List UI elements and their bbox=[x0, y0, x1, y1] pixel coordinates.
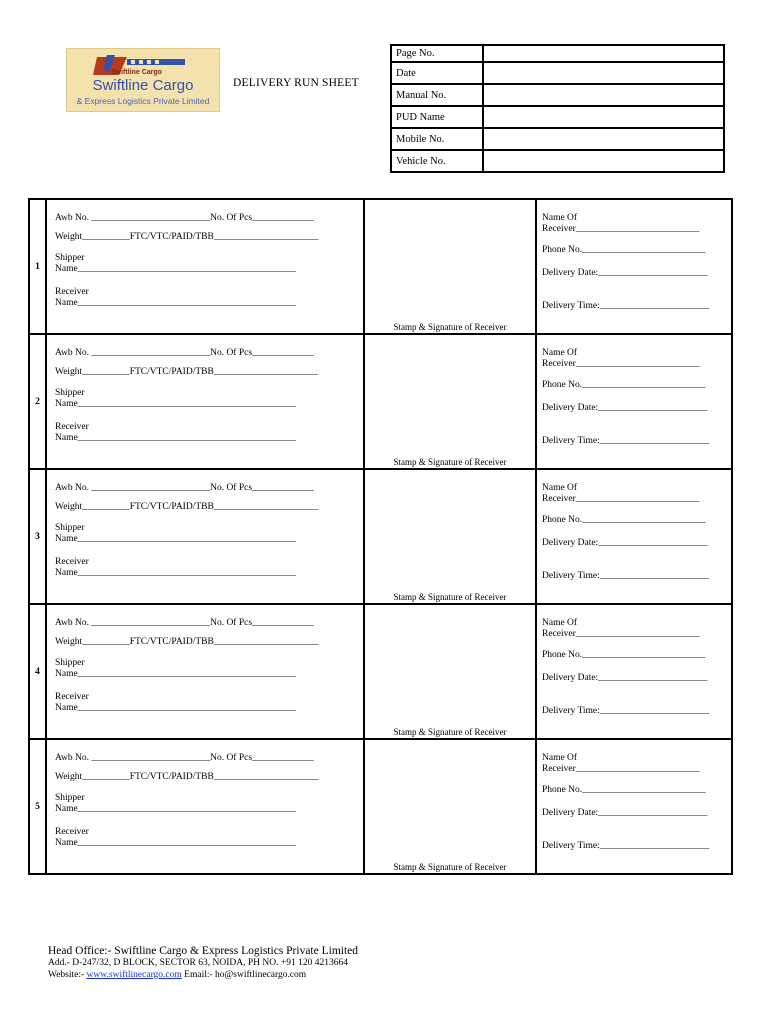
receiver-line: Receiver__________________________ bbox=[542, 764, 700, 774]
entry-number: 2 bbox=[29, 334, 46, 469]
delivery-date-line: Delivery Date:_______________________ bbox=[542, 673, 708, 683]
delivery-entries-table bbox=[28, 198, 733, 875]
stamp-signature-box[interactable] bbox=[364, 604, 536, 739]
receiver-label: Receiver bbox=[55, 692, 89, 702]
contact-line bbox=[48, 969, 358, 981]
name-of-label: Name Of bbox=[542, 618, 578, 628]
shipment-details[interactable] bbox=[46, 604, 364, 739]
info-label: PUD Name bbox=[391, 106, 483, 128]
shipper-name-line: Name______________________________________________ bbox=[55, 534, 297, 544]
stamp-signature-box[interactable] bbox=[364, 199, 536, 334]
stamp-label: Stamp & Signature of Receiver bbox=[393, 322, 507, 332]
receiver-details[interactable] bbox=[536, 199, 732, 334]
info-row bbox=[391, 106, 724, 128]
entry-number: 5 bbox=[29, 739, 46, 874]
weight-payment-line: Weight__________FTC/VTC/PAID/TBB______________________ bbox=[55, 637, 319, 647]
weight-payment-line: Weight__________FTC/VTC/PAID/TBB______________________ bbox=[55, 772, 319, 782]
receiver-label: Receiver bbox=[55, 557, 89, 567]
shipment-details[interactable] bbox=[46, 469, 364, 604]
receiver-name-line: Name______________________________________________ bbox=[55, 568, 297, 578]
stamp-label: Stamp & Signature of Receiver bbox=[393, 727, 507, 737]
shipper-name-line: Name______________________________________________ bbox=[55, 399, 297, 409]
name-of-label: Name Of bbox=[542, 483, 578, 493]
phone-line: Phone No.__________________________ bbox=[542, 785, 706, 795]
info-label: Date bbox=[391, 62, 483, 84]
shipper-name-line: Name______________________________________________ bbox=[55, 669, 297, 679]
awb-pcs-line: Awb No. _________________________No. Of Pcs_____________ bbox=[55, 348, 314, 358]
info-row bbox=[391, 45, 724, 62]
info-value-field[interactable] bbox=[483, 106, 724, 128]
delivery-entry-row bbox=[29, 199, 732, 334]
receiver-details[interactable] bbox=[536, 604, 732, 739]
weight-payment-line: Weight__________FTC/VTC/PAID/TBB______________________ bbox=[55, 502, 319, 512]
stamp-signature-box[interactable] bbox=[364, 469, 536, 604]
entry-number: 4 bbox=[29, 604, 46, 739]
website-link[interactable]: www.swiftlinecargo.com bbox=[86, 970, 182, 980]
receiver-name-line: Name______________________________________________ bbox=[55, 703, 297, 713]
logo-sub-text: & Express Logistics Private Limited bbox=[76, 96, 210, 106]
logo-main-text: Swiftline Cargo bbox=[92, 77, 194, 94]
shipment-details[interactable] bbox=[46, 199, 364, 334]
delivery-time-line: Delivery Time:_______________________ bbox=[542, 301, 710, 311]
delivery-entry-row bbox=[29, 739, 732, 874]
info-label: Page No. bbox=[391, 45, 483, 62]
phone-line: Phone No.__________________________ bbox=[542, 515, 706, 525]
awb-pcs-line: Awb No. _________________________No. Of Pcs_____________ bbox=[55, 618, 314, 628]
receiver-name-line: Name______________________________________________ bbox=[55, 433, 297, 443]
company-logo bbox=[66, 48, 220, 112]
stamp-signature-box[interactable] bbox=[364, 739, 536, 874]
phone-line: Phone No.__________________________ bbox=[542, 380, 706, 390]
awb-pcs-line: Awb No. _________________________No. Of Pcs_____________ bbox=[55, 213, 314, 223]
receiver-details[interactable] bbox=[536, 469, 732, 604]
receiver-details[interactable] bbox=[536, 739, 732, 874]
entry-number: 3 bbox=[29, 469, 46, 604]
logo-small-text: Swiftline Cargo bbox=[111, 69, 162, 76]
stamp-label: Stamp & Signature of Receiver bbox=[393, 862, 507, 872]
phone-line: Phone No.__________________________ bbox=[542, 650, 706, 660]
head-office: Head Office:- Swiftline Cargo & Express Logistics Private Limited bbox=[48, 945, 359, 957]
info-row bbox=[391, 150, 724, 172]
delivery-entry-row bbox=[29, 604, 732, 739]
info-value-field[interactable] bbox=[483, 128, 724, 150]
info-row bbox=[391, 128, 724, 150]
delivery-time-line: Delivery Time:_______________________ bbox=[542, 706, 710, 716]
receiver-label: Receiver bbox=[55, 287, 89, 297]
awb-pcs-line: Awb No. _________________________No. Of Pcs_____________ bbox=[55, 753, 314, 763]
receiver-name-line: Name______________________________________________ bbox=[55, 838, 297, 848]
name-of-label: Name Of bbox=[542, 753, 578, 763]
info-value-field[interactable] bbox=[483, 84, 724, 106]
info-label: Mobile No. bbox=[391, 128, 483, 150]
shipper-name-line: Name______________________________________________ bbox=[55, 804, 297, 814]
shipper-label: Shipper bbox=[55, 388, 85, 398]
receiver-label: Receiver bbox=[55, 827, 89, 837]
delivery-time-line: Delivery Time:_______________________ bbox=[542, 436, 710, 446]
entry-number: 1 bbox=[29, 199, 46, 334]
receiver-name-line: Name______________________________________________ bbox=[55, 298, 297, 308]
delivery-date-line: Delivery Date:_______________________ bbox=[542, 538, 708, 548]
delivery-date-line: Delivery Date:_______________________ bbox=[542, 403, 708, 413]
shipper-name-line: Name______________________________________________ bbox=[55, 264, 297, 274]
info-row bbox=[391, 62, 724, 84]
receiver-line: Receiver__________________________ bbox=[542, 359, 700, 369]
info-row bbox=[391, 84, 724, 106]
receiver-line: Receiver__________________________ bbox=[542, 629, 700, 639]
receiver-line: Receiver__________________________ bbox=[542, 494, 700, 504]
header-info-table bbox=[390, 44, 725, 173]
shipment-details[interactable] bbox=[46, 334, 364, 469]
shipper-label: Shipper bbox=[55, 658, 85, 668]
delivery-date-line: Delivery Date:_______________________ bbox=[542, 268, 708, 278]
info-label: Vehicle No. bbox=[391, 150, 483, 172]
info-value-field[interactable] bbox=[483, 62, 724, 84]
phone-line: Phone No.__________________________ bbox=[542, 245, 706, 255]
delivery-time-line: Delivery Time:_______________________ bbox=[542, 571, 710, 581]
shipper-label: Shipper bbox=[55, 253, 85, 263]
weight-payment-line: Weight__________FTC/VTC/PAID/TBB______________________ bbox=[55, 232, 319, 242]
shipper-label: Shipper bbox=[55, 523, 85, 533]
delivery-entry-row bbox=[29, 334, 732, 469]
address: Add.- D-247/32, D BLOCK, SECTOR 63, NOIDA, PH NO. +91 120 4213664 bbox=[48, 958, 348, 968]
footer bbox=[48, 945, 358, 981]
stamp-signature-box[interactable] bbox=[364, 334, 536, 469]
delivery-date-line: Delivery Date:_______________________ bbox=[542, 808, 708, 818]
name-of-label: Name Of bbox=[542, 348, 578, 358]
delivery-entry-row bbox=[29, 469, 732, 604]
email-text: Email:- ho@swiftlinecargo.com bbox=[181, 970, 307, 980]
receiver-line: Receiver__________________________ bbox=[542, 224, 700, 234]
weight-payment-line: Weight__________FTC/VTC/PAID/TBB______________________ bbox=[55, 367, 319, 377]
stamp-label: Stamp & Signature of Receiver bbox=[393, 592, 507, 602]
receiver-label: Receiver bbox=[55, 422, 89, 432]
page-title: DELIVERY RUN SHEET bbox=[233, 77, 359, 89]
shipment-details[interactable] bbox=[46, 739, 364, 874]
info-value-field[interactable] bbox=[483, 150, 724, 172]
shipper-label: Shipper bbox=[55, 793, 85, 803]
awb-pcs-line: Awb No. _________________________No. Of Pcs_____________ bbox=[55, 483, 314, 493]
delivery-time-line: Delivery Time:_______________________ bbox=[542, 841, 710, 851]
receiver-details[interactable] bbox=[536, 334, 732, 469]
info-label: Manual No. bbox=[391, 84, 483, 106]
info-value-field[interactable] bbox=[483, 45, 724, 62]
name-of-label: Name Of bbox=[542, 213, 578, 223]
stamp-label: Stamp & Signature of Receiver bbox=[393, 457, 507, 467]
website-label: Website:- bbox=[48, 970, 87, 980]
